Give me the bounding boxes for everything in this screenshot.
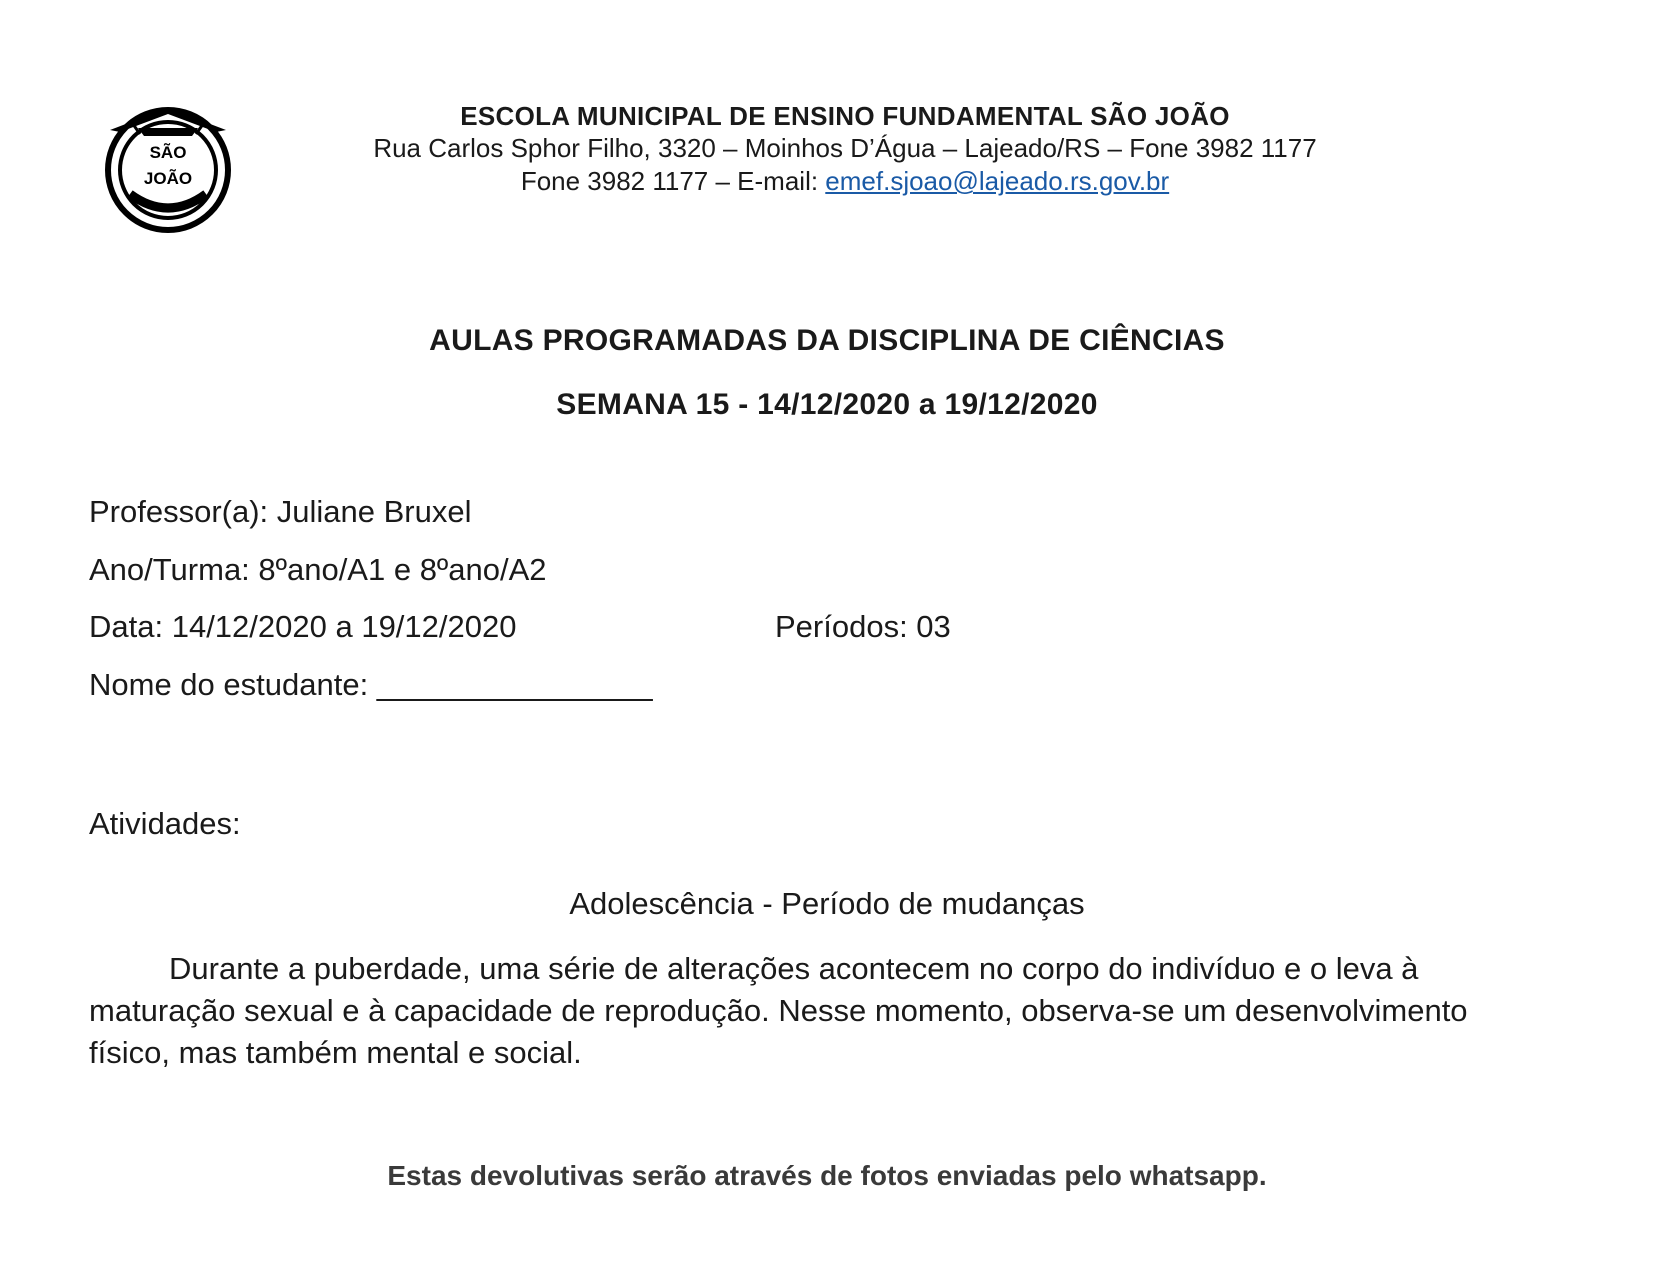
activity-subtitle: Adolescência - Período de mudanças xyxy=(569,886,1085,921)
professor-field: Professor(a): Juliane Bruxel xyxy=(89,494,472,529)
document-header xyxy=(300,100,1390,198)
periodos-field: Períodos: 03 xyxy=(775,609,951,644)
logo-text-top: SÃO xyxy=(149,143,187,162)
school-contact xyxy=(300,165,1390,198)
school-logo xyxy=(100,100,236,236)
school-seal-icon xyxy=(100,100,236,236)
logo-text-bottom: JOÃO xyxy=(143,169,193,188)
page-title: AULAS PROGRAMADAS DA DISCIPLINA DE CIÊNCIAS xyxy=(429,324,1225,357)
week-title: SEMANA 15 - 14/12/2020 a 19/12/2020 xyxy=(556,388,1098,421)
ano-turma-field: Ano/Turma: 8ºano/A1 e 8ºano/A2 xyxy=(89,552,547,587)
email-link[interactable]: emef.sjoao@lajeado.rs.gov.br xyxy=(825,166,1170,196)
school-name: ESCOLA MUNICIPAL DE ENSINO FUNDAMENTAL SÃO JOÃO xyxy=(460,101,1230,131)
student-name-field: Nome do estudante: ________________ xyxy=(89,667,653,702)
school-address: Rua Carlos Sphor Filho, 3320 – Moinhos D’Água – Lajeado/RS – Fone 3982 1177 xyxy=(373,133,1317,163)
date-field: Data: 14/12/2020 a 19/12/2020 xyxy=(89,609,517,644)
contact-prefix: Fone 3982 1177 – E-mail: xyxy=(520,166,826,196)
activity-paragraph: Durante a puberdade, uma série de alterações acontecem no corpo do indivíduo e o leva à maturação sexual e à capacidade de reprodução. Nesse momento, observa-se um desenvolvimento físico, mas também mental e social. xyxy=(89,951,1468,1070)
activities-label: Atividades: xyxy=(89,806,241,841)
footer-note: Estas devolutivas serão através de fotos enviadas pelo whatsapp. xyxy=(387,1160,1267,1191)
